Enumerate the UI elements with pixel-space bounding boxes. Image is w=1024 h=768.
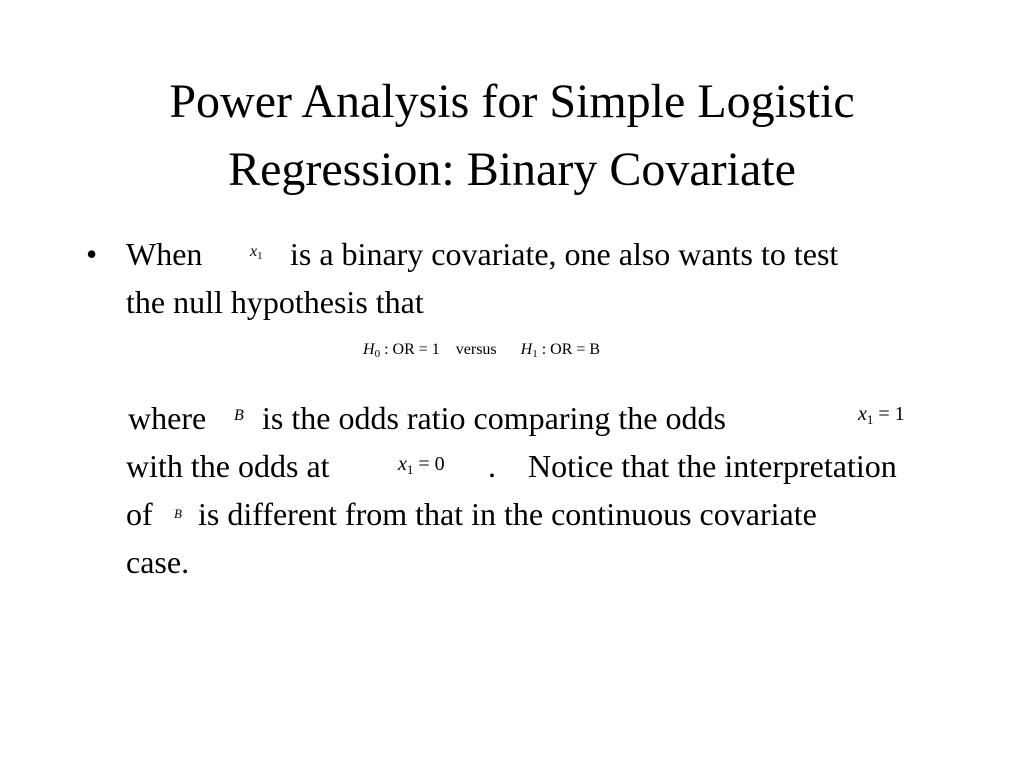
slide-title-line-1: Power Analysis for Simple Logistic xyxy=(169,75,855,128)
null-hypothesis-text: the null hypothesis that xyxy=(126,284,424,320)
bullet-marker: • xyxy=(86,236,98,272)
x1-symbol-inline: $x_1$ xyxy=(250,243,263,262)
with-odds-text: with the odds at xyxy=(126,448,330,484)
notice-text: Notice that the interpretation xyxy=(528,448,897,484)
h0-rest: : OR = 1 xyxy=(384,341,440,358)
period-text: . xyxy=(488,448,496,484)
h1-symbol: H xyxy=(520,341,533,358)
of-text: of xyxy=(126,496,153,532)
x1-equals-one: $x_1 = 1$ xyxy=(858,403,905,427)
h1-subscript: 1 xyxy=(532,348,538,360)
versus-text: versus xyxy=(455,341,497,358)
slide-title-line-2: Regression: Binary Covariate xyxy=(228,143,796,196)
b-symbol-1: B xyxy=(234,407,244,424)
case-text: case. xyxy=(126,544,190,580)
binary-covariate-text: is a binary covariate, one also wants to test xyxy=(290,236,839,272)
odds-ratio-text: is the odds ratio comparing the odds xyxy=(262,400,726,436)
h1-rest: : OR = B xyxy=(541,341,601,358)
when-text: When xyxy=(126,236,203,272)
where-text: where xyxy=(128,400,207,436)
h0-symbol: H xyxy=(363,341,375,358)
h0-subscript: 0 xyxy=(374,348,381,360)
b-symbol-2: B xyxy=(174,506,182,521)
hypothesis-equation xyxy=(363,340,600,364)
x1-equals-zero: $x_1 = 0$ xyxy=(398,453,445,477)
different-text: is different from that in the continuous covariate xyxy=(198,496,817,532)
